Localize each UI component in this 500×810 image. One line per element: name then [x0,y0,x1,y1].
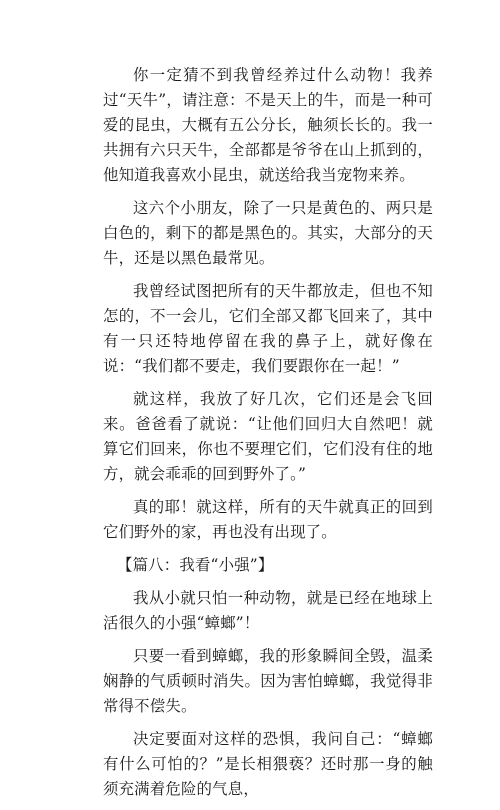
paragraph-4: 就这样，我放了好几次，它们还是会飞回来。爸爸看了就说：“让他们回归大自然吧！就算它们回来，你也不要理它们，它们没有住的地方，就会乖乖的回到野外了。” [103,390,433,483]
section-heading: 【篇八：我看“小强”】 [117,556,274,574]
paragraph-2: 这六个小朋友，除了一只是黄色的、两只是白色的，剩下的都是黑色的。其实，大部分的天牛，还是以黑色最常见。 [103,199,433,267]
paragraph-6: 我从小就只怕一种动物，就是已经在地球上活很久的小强“蟑螂”！ [103,589,433,632]
paragraph-7: 只要一看到蟑螂，我的形象瞬间全毁，温柔娴静的气质顿时消失。因为害怕蟑螂，我觉得非常得不偿失。 [103,647,433,715]
paragraph-5: 真的耶！就这样，所有的天牛就真正的回到它们野外的家，再也没有出现了。 [103,498,433,541]
paragraph-1: 你一定猜不到我曾经养过什么动物！我养过“天牛”，请注意：不是天上的牛，而是一种可爱的昆虫，大概有五公分长，触须长长的。我一共拥有六只天牛，全部都是爷爷在山上抓到的，他知道我喜欢小昆虫，就送给我当宠物来养。 [103,66,433,184]
document-body [103,63,433,810]
paragraph-3: 我曾经试图把所有的天牛都放走，但也不知怎的，不一会儿，它们全部又都飞回来了，其中有一只还特地停留在我的鼻子上，就好像在说：“我们都不要走，我们要跟你在一起！” [103,282,433,375]
paragraph-8: 决定要面对这样的恐惧，我问自己：“蟑螂有什么可怕的？”是长相猥亵？还时那一身的触须充满着危险的气息， [103,730,433,798]
